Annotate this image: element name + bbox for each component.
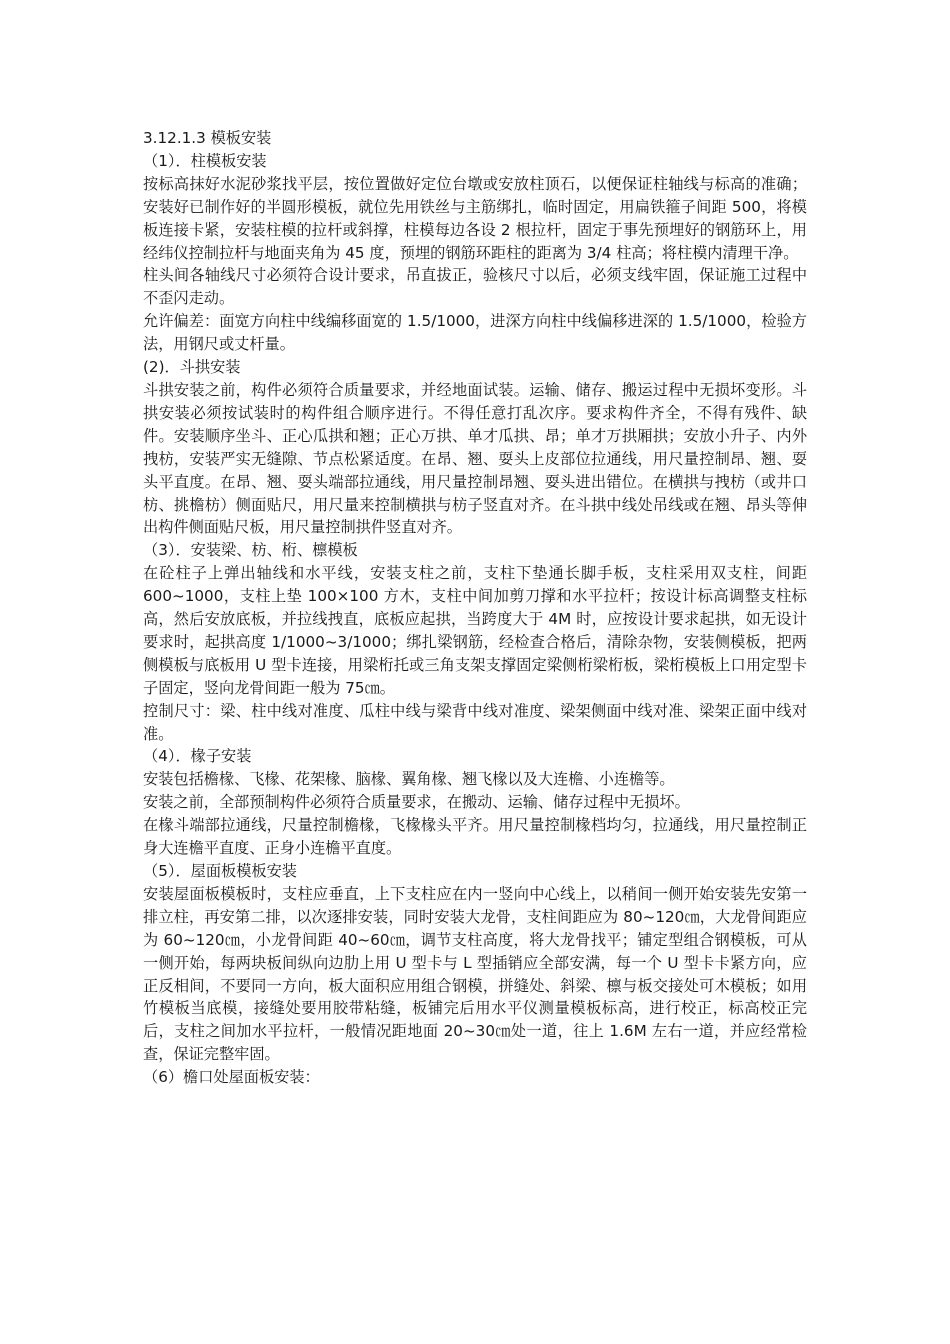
paragraph: 安装屋面板模板时，支柱应垂直，上下支柱应在内一竖向中心线上，以稍间一侧开始安装先安第一排立柱，再安第二排，以次逐排安装，同时安装大龙骨，支柱间距应为 80~120㎝，大龙骨间距应为 60~120㎝，小龙骨间距 40~60㎝，调节支柱高度，将大龙骨找平；铺定型组合钢模板，可从一侧开始，每两块板间纵向边肋上用 U 型卡与 L 型插销应全部安满，每一个 U 型卡卡紧方向，应正反相间，不要同一方向，板大面积应用组合钢模，拼缝处、斜梁、檩与板交接处可木模板；如用竹模板当底模，接缝处要用胶带粘缝，板铺完后用水平仪测量模板标高，进行校正，标高校正完后，支柱之间加水平拉杆，一般情况距地面 20~30㎝处一道，往上 1.6M 左右一道，并应经常检查，保证完整牢固。 <box>143 884 807 1064</box>
paragraph: 按标高抹好水泥砂浆找平层，按位置做好定位台墩或安放柱顶石，以便保证柱轴线与标高的准确；安装好已制作好的半圆形模板，就位先用铁丝与主筋绑扎，临时固定，用扁铁箍子间距 500，将模板连接卡紧，安装柱模的拉杆或斜撑，柱模每边各设 2 根拉杆，固定于事先预埋好的钢筋环上，用经纬仪控制拉杆与地面夹角为 45 度，预埋的钢筋环距柱的距离为 3/4 柱高；将柱模内清理干净。 <box>143 174 807 262</box>
paragraph: 在砼柱子上弹出轴线和水平线，安装支柱之前，支柱下垫通长脚手板，支柱采用双支柱，间距 600~1000，支柱上垫 100×100 方木，支柱中间加剪刀撑和水平拉杆；按设计标高调整支柱标高，然后安放底板，并拉线拽直，底板应起拱，当跨度大于 4M 时，应按设计要求起拱，如无设计要求时，起拱高度 1/1000~3/1000；绑扎梁钢筋，经检查合格后，清除杂物，安装侧模板，把两侧模板与底板用 U 型卡连接，用梁桁托或三角支架支撑固定梁侧桁梁桁板，梁桁模板上口用定型卡子固定，竖向龙骨间距一般为 75㎝。 <box>143 564 807 697</box>
paragraph: 安装包括檐椽、飞椽、花架椽、脑椽、翼角椽、翘飞椽以及大连檐、小连檐等。 <box>143 770 675 789</box>
section-title: 3.12.1.3 模板安装 <box>143 129 272 147</box>
paragraph: 斗拱安装之前，构件必须符合质量要求，并经地面试装。运输、储存、搬运过程中无损坏变形。斗拱安装必须按试装时的构件组合顺序进行。不得任意打乱次序。要求构件齐全，不得有残件、缺件。安装顺序坐斗、正心瓜拱和翘；正心万拱、单才瓜拱、昂；单才万拱厢拱；安放小升子、内外拽枋，安装严实无缝隙、节点松紧适度。在昂、翘、耍头上皮部位拉通线，用尺量控制昂、翘、耍头平直度。在昂、翘、耍头端部拉通线，用尺量控制昂翘、耍头进出错位。在横拱与拽枋（或井口枋、挑檐枋）侧面贴尺，用尺量来控制横拱与枋子竖直对齐。在斗拱中线处吊线或在翘、昂头等伸出构件侧面贴尺板，用尺量控制拱件竖直对齐。 <box>143 380 807 537</box>
document-body <box>143 127 807 1089</box>
paragraph: 安装之前，全部预制构件必须符合质量要求，在搬动、运输、储存过程中无损坏。 <box>143 793 690 812</box>
paragraph: 允许偏差：面宽方向柱中线编移面宽的 1.5/1000，进深方向柱中线偏移进深的 1.5/1000，检验方法，用钢尺或丈杆量。 <box>143 312 807 354</box>
paragraph: 柱头间各轴线尺寸必须符合设计要求，吊直拔正，验核尺寸以后，必须支线牢固，保证施工过程中不歪闪走动。 <box>143 266 807 308</box>
subsection-heading: (2)．斗拱安装 <box>143 358 241 377</box>
subsection-heading: （5）．屋面板模板安装 <box>143 862 297 880</box>
subsection-heading: （3）．安装梁、枋、桁、檩模板 <box>143 541 358 560</box>
paragraph: 控制尺寸：梁、柱中线对准度、瓜柱中线与梁背中线对准度、梁架侧面中线对准、梁架正面中线对准。 <box>143 701 807 743</box>
subsection-heading: （6）檐口处屋面板安装： <box>143 1068 320 1087</box>
subsection-heading: （1）．柱模板安装 <box>143 151 267 170</box>
paragraph: 在椽斗端部拉通线，尺量控制檐椽，飞椽椽头平齐。用尺量控制椽档均匀，拉通线，用尺量控制正身大连檐平直度、正身小连檐平直度。 <box>143 816 807 858</box>
subsection-heading: （4）．椽子安装 <box>143 747 252 766</box>
